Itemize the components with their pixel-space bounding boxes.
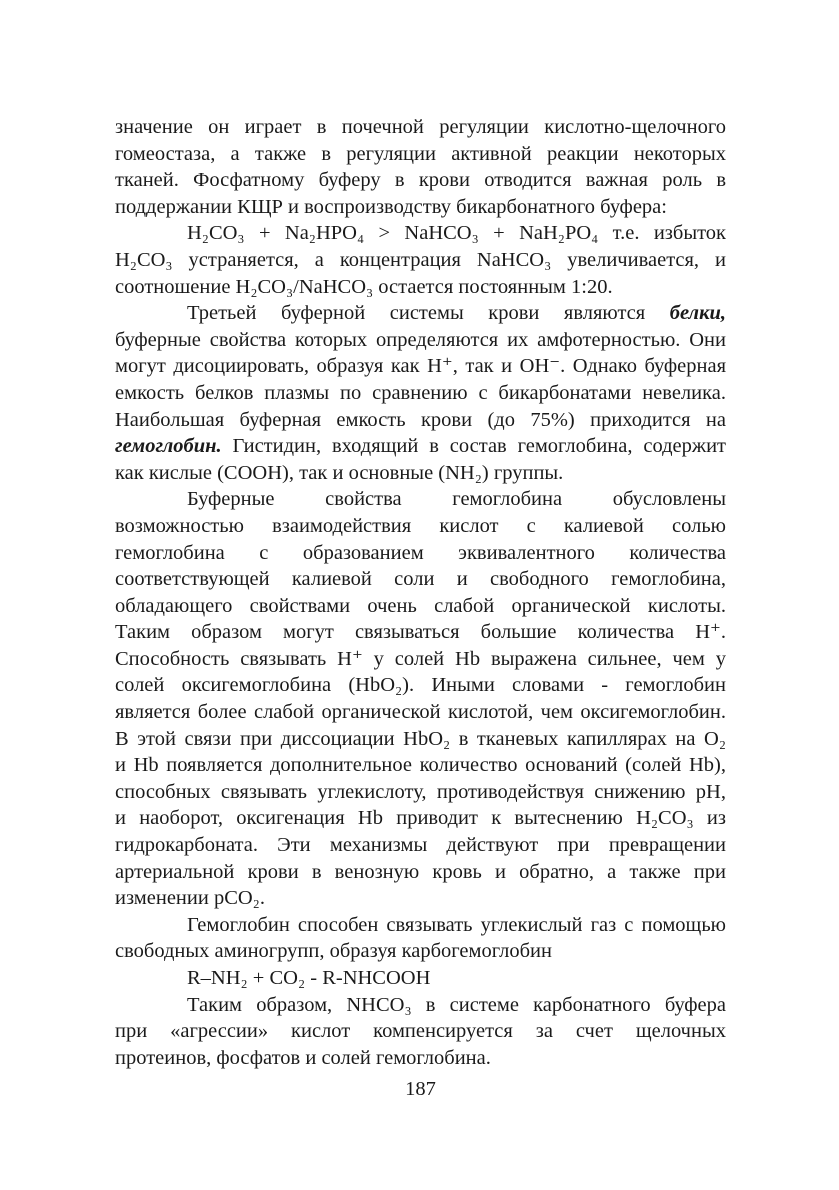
- text-line: Способность связывать H⁺ у солей Hb выражена сильнее, чем у: [115, 647, 726, 670]
- text-fragment: Третьей буферной системы крови являются: [187, 302, 670, 325]
- text-line: гидрокарбоната. Эти механизмы действуют при превращении: [115, 834, 726, 857]
- text-line: соответствующей калиевой соли и свободного гемоглобина,: [115, 568, 726, 591]
- text-line: является более слабой органической кислотой, чем оксигемоглобин.: [115, 701, 726, 724]
- text-line: как кислые (COOH), так и основные (NH₂) группы.: [115, 461, 564, 484]
- document-page: [115, 114, 726, 1190]
- text-line: гемоглобина с образованием эквивалентного количества: [115, 541, 726, 564]
- text-line: В этой связи при диссоциации HbO₂ в тканевых капиллярах на O₂: [115, 727, 726, 750]
- emphasis-term: гемоглобин.: [115, 435, 222, 458]
- text-line: Буферные свойства гемоглобина обусловлены: [187, 488, 726, 511]
- text-line: H₂CO₃ устраняется, а концентрация NaHCO₃ увеличивается, и: [115, 248, 726, 271]
- text-line: способных связывать углекислоту, противодействуя снижению pH,: [115, 780, 726, 803]
- text-line: Гемоглобин способен связывать углекислый газ с помощью: [187, 913, 726, 936]
- text-line: Таким образом могут связываться большие количества H⁺.: [115, 621, 726, 644]
- text-line: возможностью взаимодействия кислот с калиевой солью: [115, 514, 726, 537]
- text-line: солей оксигемоглобина (HbO₂). Иными словами - гемоглобин: [115, 674, 726, 697]
- text-line: и Hb появляется дополнительное количество оснований (солей Hb),: [115, 754, 726, 777]
- text-fragment: Гистидин, входящий в состав гемоглобина, содержит: [221, 435, 726, 458]
- formula-line: R–NH₂ + CO₂ - R-NHCOOH: [187, 967, 431, 989]
- text-line: могут дисоциировать, образуя как H⁺, так и OH⁻. Однако буферная: [115, 355, 726, 378]
- text-line: Наибольшая буферная емкость крови (до 75%) приходится на: [115, 408, 726, 431]
- text-line: артериальной крови в венозную кровь и обратно, а также при: [115, 860, 726, 883]
- emphasis-term: белки,: [669, 302, 726, 325]
- text-line: соотношение H₂CO₃/NaHCO₃ остается постоянным 1:20.: [115, 275, 613, 298]
- text-line: значение он играет в почечной регуляции кислотно-щелочного: [115, 116, 726, 138]
- page-number: 187: [405, 1078, 436, 1100]
- text-line: гомеостаза, а также в регуляции активной реакции некоторых: [115, 142, 726, 165]
- text-line: протеинов, фосфатов и солей гемоглобина.: [115, 1046, 491, 1069]
- text-line: буферные свойства которых определяются их амфотерностью. Они: [115, 328, 726, 351]
- text-line: [115, 433, 726, 460]
- text-line: Таким образом, NHCO₃ в системе карбонатного буфера: [187, 993, 726, 1016]
- text-line: свободных аминогрупп, образуя карбогемоглобин: [115, 940, 552, 963]
- text-line: поддержании КЩР и воспроизводству бикарбонатного буфера:: [115, 195, 667, 218]
- text-line: изменении pCO₂.: [115, 887, 265, 910]
- text-line: емкость белков плазмы по сравнению с бикарбонатами невелика.: [115, 381, 726, 404]
- text-line: при «агрессии» кислот компенсируется за счет щелочных: [115, 1020, 726, 1043]
- text-line: [115, 300, 726, 327]
- text-line: обладающего свойствами очень слабой органической кислоты.: [115, 594, 726, 617]
- formula-line: H₂CO₃ + Na₂HPO₄ > NaHCO₃ + NaH₂PO₄ т.е. избыток: [187, 222, 726, 245]
- text-line: и наоборот, оксигенация Hb приводит к вытеснению H₂CO₃ из: [115, 807, 726, 830]
- text-line: тканей. Фосфатному буферу в крови отводится важная роль в: [115, 169, 726, 192]
